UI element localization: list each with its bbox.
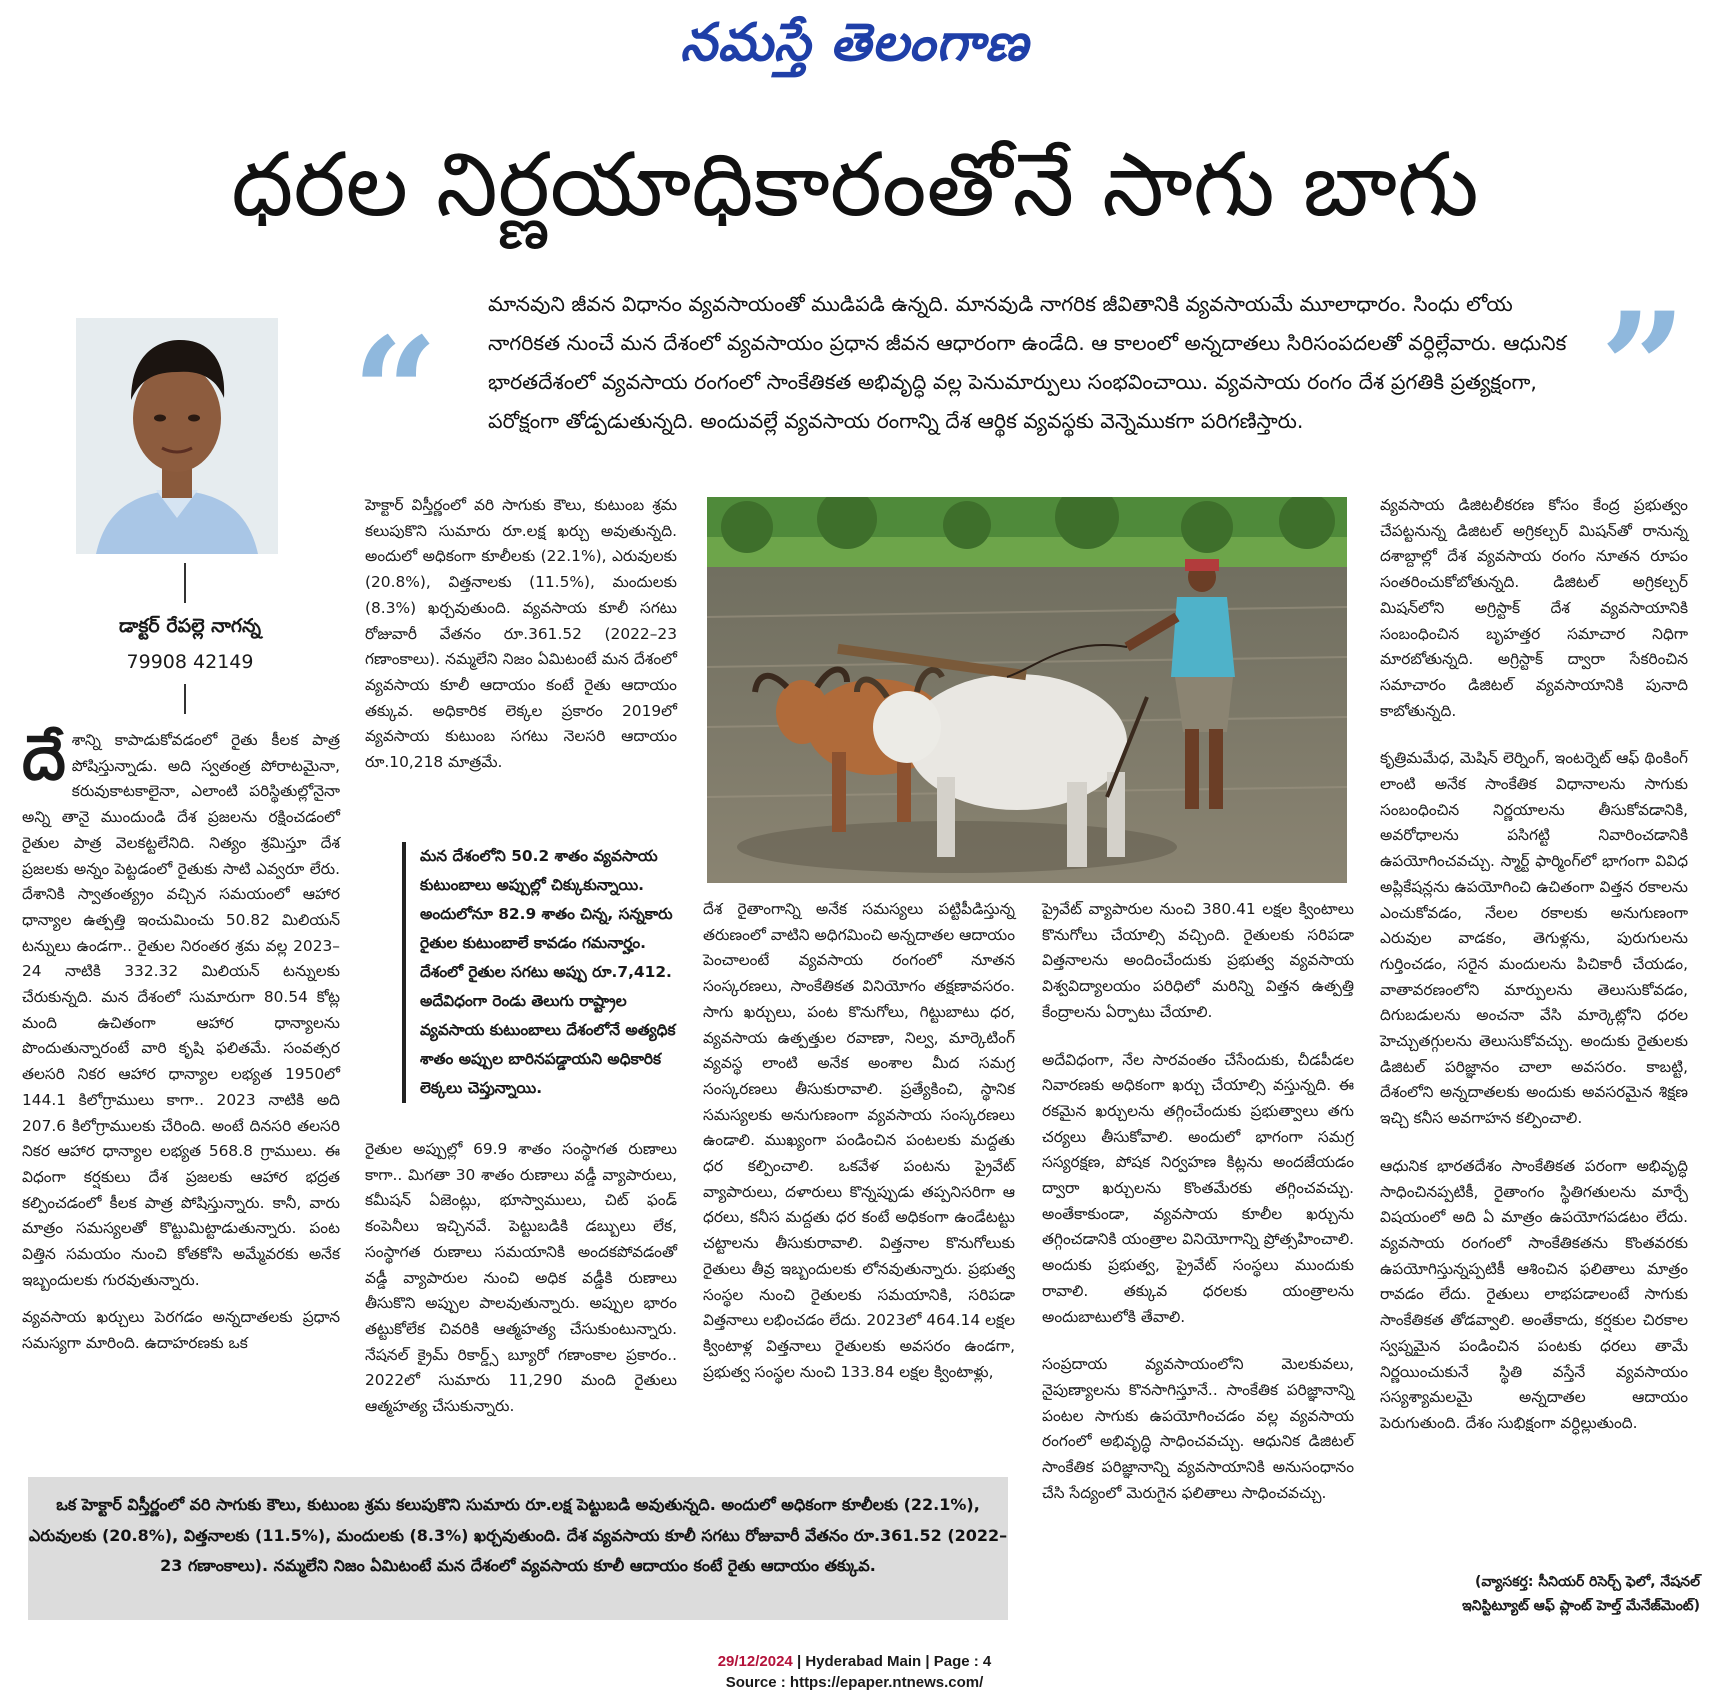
paragraph: దేశ రైతాంగాన్ని అనేక సమస్యలు పట్టిపీడిస్తున్న తరుణంలో వాటిని అధిగమించి అన్నదాతల ఆదాయం పెంచాలంటే వ్యవసాయ రంగంలో నూతన సంస్కరణలు, సాంకేతికత వినియోగం తక్షణావసరం. సాగు ఖర్చులు, పంట కొనుగోలు, గిట్టుబాటు ధర, వ్యవసాయ ఉత్పత్తుల రవాణా, నిల్వ, మార్కెటింగ్ వ్యవస్థ లాంటి అనేక అంశాల మీద సమగ్ర సంస్కరణలు తీసుకురావాలి. ప్రత్యేకించి, స్థానిక సమస్యలకు అనుగుణంగా వ్యవసాయ సంస్కరణలు ఉండాలి. ముఖ్యంగా పండించిన పంటలకు మద్దతు ధర కల్పించాలి. ఒకవేళ పంటను ప్రైవేట్ వ్యాపారులు, దళారులు కొన్నప్పుడు తప్పనిసరిగా ఆ ధరలు, కనీస మద్దతు ధర కంటే అధికంగా ఉండేటట్టు చట్టాలను తీసుకురావాలి. విత్తనాల కొనుగోలుకు రైతులు తీవ్ర ఇబ్బందులకు లోనవుతున్నారు. ప్రభుత్వ సంస్థల నుంచి రైతులకు సమయానికి, సరిపడా విత్తనాలు లభించడం లేదు. 2023లో 464.14 లక్షల క్వింటాళ్ల విత్తనాలు రైతులకు అవసరం ఉండగా, ప్రభుత్వ సంస్థల నుంచి 133.84 లక్షల క్వింటాళ్లు, <box>703 900 1015 1381</box>
page-footer <box>0 1651 1709 1693</box>
footer-line-2 <box>0 1672 1709 1693</box>
footer-sep: | <box>792 1653 806 1670</box>
paragraph <box>22 721 340 1293</box>
column-4 <box>1042 897 1354 1518</box>
paragraph: అదేవిధంగా, నేల సారవంతం చేసేందుకు, చీడపీడల నివారణకు అధికంగా ఖర్చు చేయాల్సి వస్తున్నది. ఈ రకమైన ఖర్చులను తగ్గించేందుకు ప్రభుత్వాలు తగు చర్యలు తీసుకోవాలి. అందులో భాగంగా సమగ్ర సస్యరక్షణ, పోషక నిర్వహణ కిట్లను అందజేయడం ద్వారా ఖర్చులను కొంతమేరకు తగ్గించవచ్చు. అంతేకాకుండా, వ్యవసాయ కూలీల ఖర్చును తగ్గించడానికి యంత్రాల వినియోగాన్ని ప్రోత్సహించాలి. అందుకు ప్రభుత్వ, ప్రైవేట్ సంస్థలు ముందుకు రావాలి. తక్కువ ధరలకు యంత్రాలను అందుబాటులోకి తేవాలి. <box>1042 1050 1354 1326</box>
author-credit: (వ్యాసకర్త: సీనియర్ రిసెర్చ్ ఫెలో, నేషనల్ ఇనిస్టిట్యూట్ ఆఫ్ ప్లాంట్ హెల్త్ మేనేజ్‌మెంట్) <box>1462 1574 1700 1614</box>
footer-source-link[interactable]: https://epaper.ntnews.com/ <box>789 1674 984 1691</box>
paragraph: ఆధునిక భారతదేశం సాంకేతికత పరంగా అభివృద్ధి సాధించినప్పటికీ, రైతాంగం స్థితిగతులను మార్చే విషయంలో అది ఏ మాత్రం ఉపయోగపడటం లేదు. వ్యవసాయ రంగంలో సాంకేతికతను కొంతవరకు ఉపయోగిస్తున్నప్పటికీ ఆశించిన ఫలితాలు మాత్రం రావడం లేదు. రైతులు లాభపడాలంటే సాగుకు సాంకేతికత తోడవ్వాలి. అంతేకాదు, కర్షకుల చిరకాల స్వప్నమైన పండించిన పంటకు ధరలు తామే నిర్ణయించుకునే స్థితి వస్తేనే వ్యవసాయం సస్యశ్యామలమై అన్నదాతల ఆదాయం పెరుగుతుంది. దేశం సుభిక్షంగా వర్ధిల్లుతుంది. <box>1380 1156 1688 1432</box>
intro-paragraph: మానవుని జీవన విధానం వ్యవసాయంతో ముడిపడి ఉన్నది. మానవుడి నాగరిక జీవితానికి వ్యవసాయమే మూలాధారం. సింధు లోయ నాగరికత నుంచే మన దేశంలో వ్యవసాయం ప్రధాన జీవన ఆధారంగా ఉండేది. ఆ కాలంలో అన్నదాతలు సిరిసంపదలతో వర్ధిల్లేవారు. ఆధునిక భారతదేశంలో వ్యవసాయ రంగంలో సాంకేతికత అభివృద్ధి వల్ల పెనుమార్పులు సంభవించాయి. వ్యవసాయ రంగం దేశ ప్రగతికి ప్రత్యక్షంగా, పరోక్షంగా తోడ్పడుతున్నది. అందువల్లే వ్యవసాయ రంగాన్ని దేశ ఆర్థిక వ్యవస్థకు వెన్నెముకగా పరిగణిస్తారు. <box>488 292 1567 433</box>
footer-edition: Hyderabad Main <box>805 1653 922 1670</box>
drop-cap: దే <box>22 721 66 794</box>
column-2-lower <box>365 1137 677 1432</box>
masthead-logo: నమస్తే తెలంగాణ <box>680 12 1029 73</box>
paragraph-text: శాన్ని కాపాడుకోవడంలో రైతు కీలక పాత్ర పోషిస్తున్నాడు. అది స్వతంత్ర పోరాటమైనా, కరువుకాటకాలైనా, ఎలాంటి పరిస్థితుల్లోనైనా అన్ని తానై ముందుండి దేశ ప్రజలను రక్షించడంలో రైతుల పాత్ర వెలకట్టలేనిది. నిత్యం శ్రమిస్తూ దేశ ప్రజలకు అన్నం పెట్టడంలో రైతుకు సాటి ఎవ్వరూ లేరు. దేశానికి స్వాతంత్య్రం వచ్చిన సమయంలో ఆహార ధాన్యాల ఉత్పత్తి ఇంచుమించు 50.82 మిలియన్ టన్నులు ఉండగా.. రైతుల నిరంతర శ్రమ వల్ల 2023–24 నాటికి 332.32 మిలియన్ టన్నులకు చేరుకున్నది. మన దేశంలో సుమారుగా 80.54 కోట్ల మంది ఉచితంగా ఆహార ధాన్యాలను పొందుతున్నారంటే వారి కృషి ఫలితమే. సంవత్సర తలసరి నికర ఆహార ధాన్యాల లభ్యత 1950లో 144.1 కిలోగ్రాములు కాగా.. 2023 నాటికి అది 207.6 కిలోగ్రాములకు చేరింది. అంటే దినసరి తలసరి నికర ఆహార ధాన్యాల లభ్యత 568.8 గ్రాములు. ఈ విధంగా కర్షకులు దేశ ప్రజలకు ఆహార భద్రత కల్పించడంలో కీలక పాత్ర పోషిస్తున్నారు. కానీ, వారు మాత్రం సమస్యలతో కొట్టుమిట్టాడుతున్నారు. పంట విత్తిన సమయం నుంచి కోతకోసి అమ్మేవరకు అనేక ఇబ్బందులకు గురవుతున్నారు. <box>22 731 340 1289</box>
author-divider-bottom <box>184 684 186 714</box>
paragraph: రైతుల అప్పుల్లో 69.9 శాతం సంస్థాగత రుణాలు కాగా.. మిగతా 30 శాతం రుణాలు వడ్డీ వ్యాపారులు, కమీషన్ ఏజెంట్లు, భూస్వాములు, చిట్ ఫండ్ కంపెనీలు ఇచ్చినవే. పెట్టుబడికి డబ్బులు లేక, సంస్థాగత రుణాలు సమయానికి అందకపోవడంతో వడ్డీ వ్యాపారుల నుంచి అధిక వడ్డీకి రుణాలు తీసుకొని అప్పుల పాలవుతున్నారు. అప్పుల భారం తట్టుకోలేక చివరికి ఆత్మహత్య చేసుకుంటున్నారు. నేషనల్ క్రైమ్ రికార్డ్స్ బ్యూరో గణాంకాల ప్రకారం.. 2022లో సుమారు 11,290 మంది రైతులు ఆత్మహత్య చేసుకున్నారు. <box>365 1140 677 1416</box>
farmer-with-bullocks-photo <box>707 497 1347 883</box>
column-3 <box>703 897 1015 1397</box>
author-phone: 79908 42149 <box>126 651 254 673</box>
paragraph: వ్యవసాయ డిజిటలీకరణ కోసం కేంద్ర ప్రభుత్వం చేపట్టనున్న డిజిటల్ అగ్రికల్చర్ మిషన్‌తో రానున్న దశాబ్దాల్లో దేశ వ్యవసాయ రంగం నూతన రూపం సంతరించుకోబోతున్నది. డిజిటల్ అగ్రికల్చర్ మిషన్‌లోని అగ్రిస్టాక్ దేశ వ్యవసాయానికి సంబంధించిన బృహత్తర సమాచార నిధిగా మారబోతున్నది. అగ్రిస్టాక్ ద్వారా సేకరించిన సమాచారం డిజిటల్ వ్యవసాయానికి పునాది కాబోతున్నది. <box>1380 496 1688 720</box>
footer-source-label: Source : <box>725 1674 790 1691</box>
column-1 <box>22 721 340 1369</box>
footer-sep: | <box>921 1653 934 1670</box>
footer-line-1 <box>0 1651 1709 1672</box>
paragraph: వ్యవసాయ ఖర్చులు పెరగడం అన్నదాతలకు ప్రధాన సమస్యగా మారింది. ఉదాహరణకు ఒక <box>22 1308 340 1353</box>
column-2 <box>365 493 677 788</box>
paragraph: హెక్టార్ విస్తీర్ణంలో వరి సాగుకు కౌలు, కుటుంబ శ్రమ కలుపుకొని సుమారు రూ.లక్ష ఖర్చు అవుతున్నది. అందులో అధికంగా కూలీలకు (22.1%), ఎరువులకు (20.8%), విత్తనాలకు (11.5%), మందులకు (8.3%) ఖర్చవుతుంది. వ్యవసాయ కూలీ సగటు రోజువారీ వేతనం రూ.361.52 (2022–23 గణాంకాలు). నమ్మలేని నిజం ఏమిటంటే మన దేశంలో వ్యవసాయ కూలీ ఆదాయం కంటే రైతు ఆదాయం తక్కువ. అధికారిక లెక్కల ప్రకారం 2019లో వ్యవసాయ కుటుంబ సగటు నెలసరి ఆదాయం రూ.10,218 మాత్రమే. <box>365 496 677 772</box>
paragraph: సంప్రదాయ వ్యవసాయంలోని మెలకువలు, నైపుణ్యాలను కొనసాగిస్తూనే.. సాంకేతిక పరిజ్ఞానాన్ని పంటల సాగుకు ఉపయోగించడం వల్ల వ్యవసాయ రంగంలో అభివృద్ధి సాధించవచ్చు. ఆధునిక డిజిటల్ సాంకేతిక పరిజ్ఞానాన్ని వ్యవసాయానికి అనుసంధానం చేసి సేద్యంలో మెరుగైన ఫలితాలు సాధించవచ్చు. <box>1042 1355 1354 1502</box>
author-name: డాక్టర్ రేపల్లె నాగన్న <box>119 615 261 637</box>
open-quote-icon: “ <box>352 305 439 481</box>
footer-date: 29/12/2024 <box>717 1653 793 1670</box>
pull-quote: మన దేశంలోని 50.2 శాతం వ్యవసాయ కుటుంబాలు అప్పుల్లో చిక్కుకున్నాయి. అందులోనూ 82.9 శాతం చిన్న, సన్నకారు రైతుల కుటుంబాలే కావడం గమనార్హం. దేశంలో రైతుల సగటు అప్పు రూ.7,412. అదేవిధంగా రెండు తెలుగు రాష్ట్రాల వ్యవసాయ కుటుంబాలు దేశంలోనే అత్యధిక శాతం అప్పుల బారినపడ్డాయని అధికారిక లెక్కలు చెప్తున్నాయి. <box>402 842 682 1103</box>
paragraph: కృత్రిమమేధ, మెషిన్ లెర్నింగ్, ఇంటర్నెట్ ఆఫ్ థింకింగ్ లాంటి అనేక సాంకేతిక విధానాలను సాగుకు సంబంధించిన నిర్ణయాలను తీసుకోవడానికి, అవరోధాలను పసిగట్టి నివారించడానికి ఉపయోగించవచ్చు. స్మార్ట్ ఫార్మింగ్‌లో భాగంగా వివిధ అప్లికేషన్లను ఉపయోగించి ఉచితంగా విత్తన రకాలను ఎంచుకోవడం, నేలల రకాలకు అనుగుణంగా ఎరువుల వాడకం, తెగుళ్లను, పురుగులను గుర్తించడం, సరైన మందులను పిచికారీ చేయడం, వాతావరణంలోని మార్పులను తెలుసుకోవడం, దిగుబడులను అంచనా వేసి మార్కెట్లోని ధరల హెచ్చుతగ్గులను తెలుసుకోవచ్చు. అందుకు రైతులకు డిజిటల్ పరిజ్ఞానం చాలా అవసరం. కాబట్టి, దేశంలోని అన్నదాతలకు అందుకు అవసరమైన శిక్షణ ఇచ్చి కనీస అవగాహన కల్పించాలి. <box>1380 749 1688 1128</box>
author-divider-top <box>184 563 186 603</box>
close-quote-icon: ” <box>1600 280 1687 456</box>
paragraph: ప్రైవేట్ వ్యాపారుల నుంచి 380.41 లక్షల క్వింటాలు కొనుగోలు చేయాల్సి వచ్చింది. రైతులకు సరిపడా విత్తనాలను అందించేందుకు ప్రభుత్వ వ్యవసాయ విశ్వవిద్యాలయం పరిధిలో మరిన్ని విత్తన ఉత్పత్తి కేంద్రాలను ఏర్పాటు చేయాలి. <box>1042 900 1354 1021</box>
highlight-box-text: ఒక హెక్టార్ విస్తీర్ణంలో వరి సాగుకు కౌలు, కుటుంబ శ్రమ కలుపుకొని సుమారు రూ.లక్ష పెట్టుబడి అవుతున్నది. అందులో అధికంగా కూలీలకు (22.1%), ఎరువులకు (20.8%), విత్తనాలకు (11.5%), మందులకు (8.3%) ఖర్చవుతుంది. దేశ వ్యవసాయ కూలీ సగటు రోజువారీ వేతనం రూ.361.52 (2022–23 గణాంకాలు). నమ్మలేని నిజం ఏమిటంటే మన దేశంలో వ్యవసాయ కూలీ ఆదాయం కంటే రైతు ఆదాయం తక్కువ. <box>28 1495 1008 1575</box>
footer-page: Page : 4 <box>933 1653 992 1670</box>
headline: ధరల నిర్ణయాధికారంతోనే సాగు బాగు <box>231 133 1479 236</box>
author-photo <box>76 318 278 554</box>
column-5 <box>1380 493 1688 1449</box>
